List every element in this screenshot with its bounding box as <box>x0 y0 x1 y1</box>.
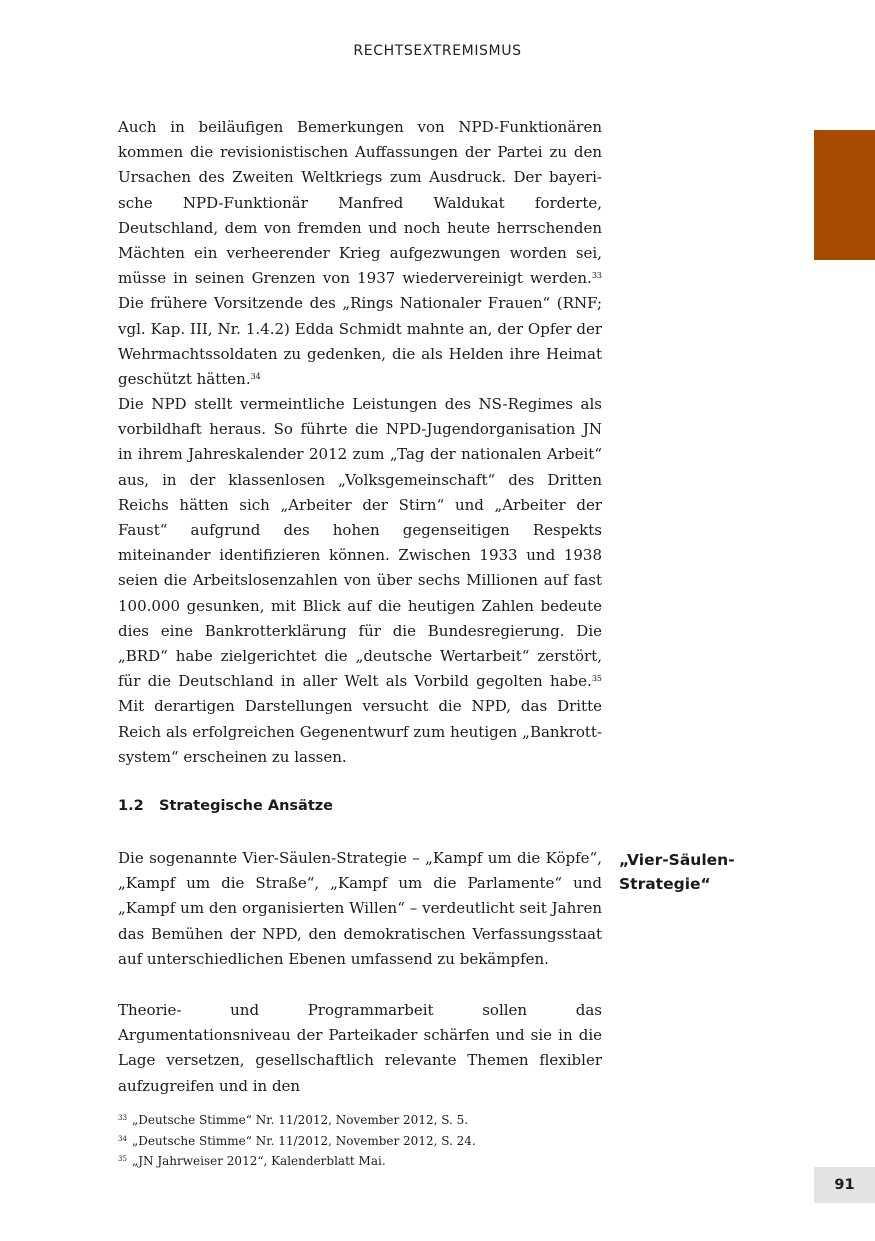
section-heading <box>118 798 333 814</box>
footnote <box>118 1134 618 1155</box>
footnote-text: „Deutsche Stimme“ Nr. 11/2012, November 2012, S. 5. <box>132 1113 469 1127</box>
footnote-text: „Deutsche Stimme“ Nr. 11/2012, November 2012, S. 24. <box>132 1133 476 1148</box>
footnotes <box>118 1113 618 1175</box>
margin-note-line: Strategie“ <box>619 875 711 893</box>
paragraph-ns-regime <box>118 392 602 770</box>
paragraph-theory-work: Theorie- und Programmarbeit sollen das Argumentationsniveau der Parteikader schärfen und sie in die Lage versetzen, gesellschaftlich relevante Themen flexibler aufzugreifen und in den <box>118 1001 602 1095</box>
running-header: RECHTSEXTREMISMUS <box>353 43 522 59</box>
margin-note-line: „Vier-Säulen- <box>619 851 735 869</box>
footnote-number: 35 <box>118 1155 127 1163</box>
margin-note <box>619 848 749 896</box>
footnote-reference: 34 <box>250 372 261 382</box>
chapter-color-tab <box>814 130 875 260</box>
footnote-text: „JN Jahrweiser 2012“, Kalenderblatt Mai. <box>132 1154 386 1168</box>
paragraph-text: Die NPD stellt vermeintliche Leistungen des NS-Regimes als vorbildhaft heraus. So führte die NPD-Jugendorganisation JN in ihrem Jahreskalender 2012 zum „Tag der nationalen Arbeit“ aus, in der klassenlosen „Volksgemeinschaft“ des Dritten Reichs hätten sich „Arbeiter der Stirn“ und „Arbeiter der Faust“ aufgrund des hohen gegenseitigen Respekts miteinander identifizieren können. Zwischen 1933 und 1938 seien die Arbeitslosenzahlen von über sechs Millionen auf fast 100.000 gesunken, mit Blick auf die heutigen Zahlen bedeute dies eine Bankrotterklärung für die Bundesregierung. Die „BRD“ habe zielgerichtet die „deutsche Wertarbeit“ zerstört, für die Deutschland in aller Welt als Vorbild gegolten habe. <box>118 395 602 691</box>
section-title: Strategische Ansätze <box>159 798 334 814</box>
footnote <box>118 1113 618 1134</box>
paragraph-revisionism <box>118 115 602 392</box>
paragraph-text: Auch in beiläufigen Bemerkungen von NPD-Funktionären kommen die revisionistischen Auffassungen der Partei zu den Ursachen des Zweiten Weltkriegs zum Ausdruck. Der bayerische NPD-Funktionär Manfred Waldukat forderte, Deutschland, dem von fremden und noch heute herrschenden Mächten ein verheerender Krieg aufgezwungen worden sei, müsse in seinen Grenzen von 1937 wiedervereinigt werden. <box>118 118 602 288</box>
footnote <box>118 1154 618 1175</box>
footnote-number: 33 <box>118 1114 127 1122</box>
footnote-reference: 35 <box>591 674 602 684</box>
paragraph-four-pillars: Die sogenannte Vier-Säulen-Strategie – „Kampf um die Köpfe“, „Kampf um die Straße“, „Kampf um die Parlamente“ und „Kampf um den organisierten Willen“ – verdeutlicht seit Jahren das Bemühen der NPD, den demokratischen Verfassungsstaat auf unterschiedlichen Ebenen umfassend zu bekämpfen. <box>118 849 602 968</box>
paragraph-text: Die frühere Vorsitzende des „Rings Nationaler Frauen“ (RNF; vgl. Kap. III, Nr. 1.4.2) Edda Schmidt mahnte an, der Opfer der Wehrmachtssoldaten zu gedenken, die als Helden ihre Heimat geschützt hätten. <box>118 294 602 389</box>
section-number: 1.2 <box>118 798 144 814</box>
page-number: 91 <box>814 1167 875 1203</box>
footnote-reference: 33 <box>591 271 602 281</box>
paragraph-text: Mit derartigen Darstellungen versucht die NPD, das Dritte Reich als erfolgreichen Gegenentwurf zum heutigen „Bankrottsystem“ erscheinen zu lassen. <box>118 697 602 766</box>
footnote-number: 34 <box>118 1134 127 1143</box>
